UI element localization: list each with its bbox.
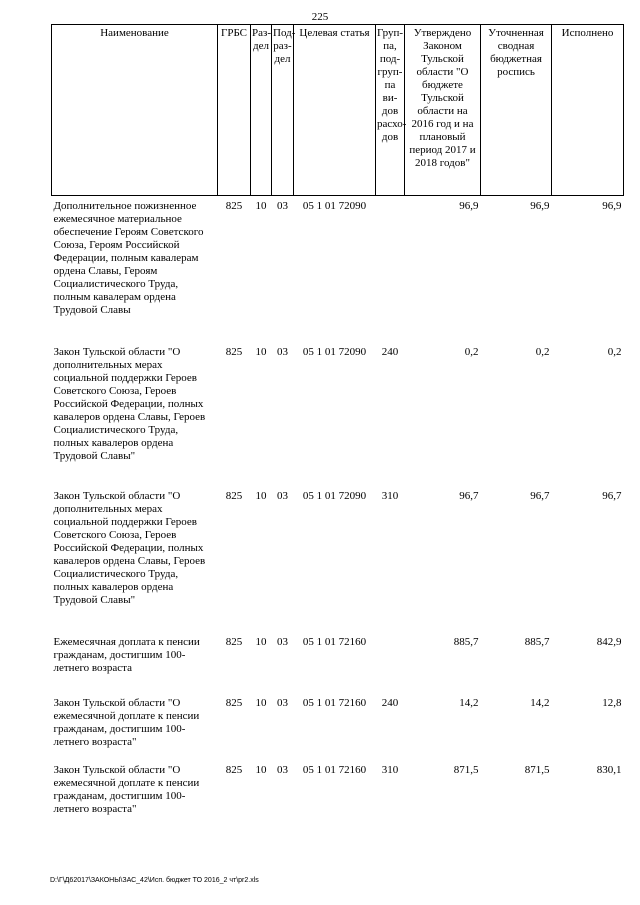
header-refined: Уточненная сводная бюджетная роспись [481,25,552,196]
row-executed: 96,9 [602,200,622,212]
row-target: 05 1 01 72160 [302,764,367,776]
row-refined: 96,9 [530,200,550,212]
row-executed: 12,8 [602,697,622,709]
row-vid [376,636,405,697]
header-podrazdel: Под-раз-дел [272,25,294,196]
row-executed: 0,2 [607,346,622,358]
header-approved: Утверждено Законом Тульской области "О бюджете Тульской области на 2016 год и на плановый период 2017 и 2018 годов" [405,25,481,196]
row-grbs: 825 [225,346,243,358]
header-razdel: Раз-дел [251,25,272,196]
table-row [52,196,624,347]
row-name: Закон Тульской области "О дополнительных мерах социальной поддержки Героев Советского Союза, Героев Российской Федерации, полных кавалеров ордена Славы, Героев Социалистического Труда, полных кавалеров ордена Трудовой Славы" [53,490,206,606]
row-approved: 885,7 [453,636,479,648]
row-name: Закон Тульской области "О ежемесячной доплате к пенсии гражданам, достигшим 100-летнего возраста" [53,764,200,815]
table-header-row [52,25,624,196]
row-refined: 885,7 [524,636,550,648]
row-approved: 14,2 [459,697,479,709]
header-vid: Груп-па, под-груп-па ви-дов расхо-дов [376,25,405,196]
row-name: Ежемесячная доплата к пенсии гражданам, достигшим 100-летнего возраста [53,636,200,674]
row-podrazdel: 03 [277,200,288,212]
row-approved: 0,2 [464,346,479,358]
row-executed: 842,9 [596,636,622,648]
row-target: 05 1 01 72090 [302,490,367,502]
row-refined: 871,5 [524,764,550,776]
row-podrazdel: 03 [277,490,288,502]
row-target: 05 1 01 72160 [302,636,367,648]
row-podrazdel: 03 [277,636,288,648]
row-approved: 96,7 [459,490,479,502]
row-razdel: 10 [255,764,267,776]
row-razdel: 10 [255,490,267,502]
row-executed: 96,7 [602,490,622,502]
row-razdel: 10 [255,200,267,212]
table-row [52,346,624,490]
row-grbs: 825 [225,697,243,709]
file-path-footer: D:\Г\Д62017\ЗАКОНЫ\ЗАС_42\Исп. бюджет ТО 2016_2 чт\pr2.xls [50,877,259,884]
row-name: Закон Тульской области "О ежемесячной доплате к пенсии гражданам, достигшим 100-летнего возраста" [53,697,200,748]
row-podrazdel: 03 [277,764,288,776]
row-podrazdel: 03 [277,346,288,358]
table-row [52,490,624,636]
row-refined: 14,2 [530,697,550,709]
row-approved: 96,9 [459,200,479,212]
row-grbs: 825 [225,490,243,502]
row-podrazdel: 03 [277,697,288,709]
row-approved: 871,5 [453,764,479,776]
page-number: 225 [311,11,329,23]
budget-table [51,24,624,824]
row-grbs: 825 [225,764,243,776]
row-razdel: 10 [255,346,267,358]
row-target: 05 1 01 72160 [302,697,367,709]
header-target: Целевая статья [294,25,376,196]
row-razdel: 10 [255,697,267,709]
row-razdel: 10 [255,636,267,648]
row-vid: 310 [381,490,399,502]
row-refined: 96,7 [530,490,550,502]
row-vid [376,196,405,347]
table-row [52,764,624,824]
row-vid: 240 [381,346,399,358]
row-executed: 830,1 [596,764,622,776]
row-vid: 240 [381,697,399,709]
table-row [52,636,624,697]
row-grbs: 825 [225,636,243,648]
header-grbs: ГРБС [218,25,251,196]
row-name: Дополнительное пожизненное ежемесячное материальное обеспечение Героям Советского Союза, Героям Российской Федерации, полным кавалерам ордена Славы, Героям Социалистического Труда, полным кавалерам ордена Трудовой Славы [53,200,204,316]
row-target: 05 1 01 72090 [302,346,367,358]
row-vid: 310 [381,764,399,776]
row-grbs: 825 [225,200,243,212]
row-refined: 0,2 [535,346,550,358]
table-row [52,697,624,764]
header-executed: Исполнено [552,25,624,196]
header-name: Наименование [52,25,218,196]
row-name: Закон Тульской области "О дополнительных мерах социальной поддержки Героев Советского Союза, Героев Российской Федерации, полных кавалеров ордена Славы, Героев Социалистического Труда, полных кавалеров ордена Трудовой Славы" [53,346,206,462]
row-target: 05 1 01 72090 [302,200,367,212]
